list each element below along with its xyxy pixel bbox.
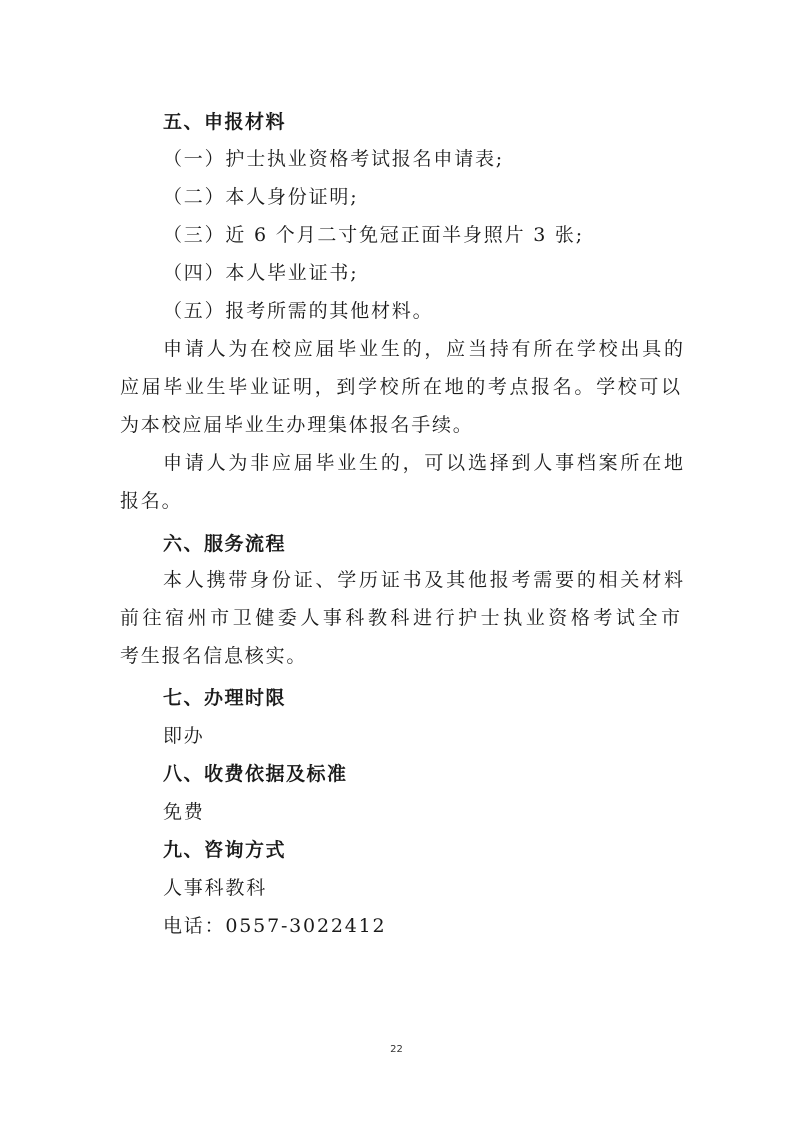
paragraph-line: 本人携带身份证、学历证书及其他报考需要的相关材料	[163, 569, 683, 591]
section-heading-7: 七、办理时限	[163, 687, 287, 709]
fee-text: 免费	[163, 801, 205, 823]
material-item-4: （四）本人毕业证书;	[163, 262, 359, 284]
processing-time: 即办	[163, 725, 205, 747]
material-item-2: （二）本人身份证明;	[163, 186, 359, 208]
material-item-3: （三）近 6 个月二寸免冠正面半身照片 3 张;	[163, 224, 584, 246]
paragraph-line: 前往宿州市卫健委人事科教科进行护士执业资格考试全市	[120, 607, 680, 629]
material-item-5: （五）报考所需的其他材料。	[163, 300, 434, 322]
contact-department: 人事科教科	[163, 877, 268, 899]
section-heading-6: 六、服务流程	[163, 533, 287, 555]
paragraph-line: 申请人为非应届毕业生的，可以选择到人事档案所在地	[163, 452, 683, 474]
section-heading-8: 八、收费依据及标准	[163, 763, 348, 785]
paragraph-line: 申请人为在校应届毕业生的，应当持有所在学校出具的	[163, 338, 683, 360]
section-heading-5: 五、申报材料	[163, 111, 287, 133]
paragraph-line: 考生报名信息核实。	[120, 645, 308, 667]
material-item-1: （一）护士执业资格考试报名申请表;	[163, 148, 505, 170]
paragraph-line: 为本校应届毕业生办理集体报名手续。	[120, 414, 474, 436]
page-number: 22	[390, 1044, 403, 1055]
contact-phone: 电话：0557-3022412	[163, 915, 387, 937]
paragraph-line: 报名。	[120, 490, 183, 512]
paragraph-line: 应届毕业生毕业证明，到学校所在地的考点报名。学校可以	[120, 376, 680, 398]
section-heading-9: 九、咨询方式	[163, 839, 287, 861]
